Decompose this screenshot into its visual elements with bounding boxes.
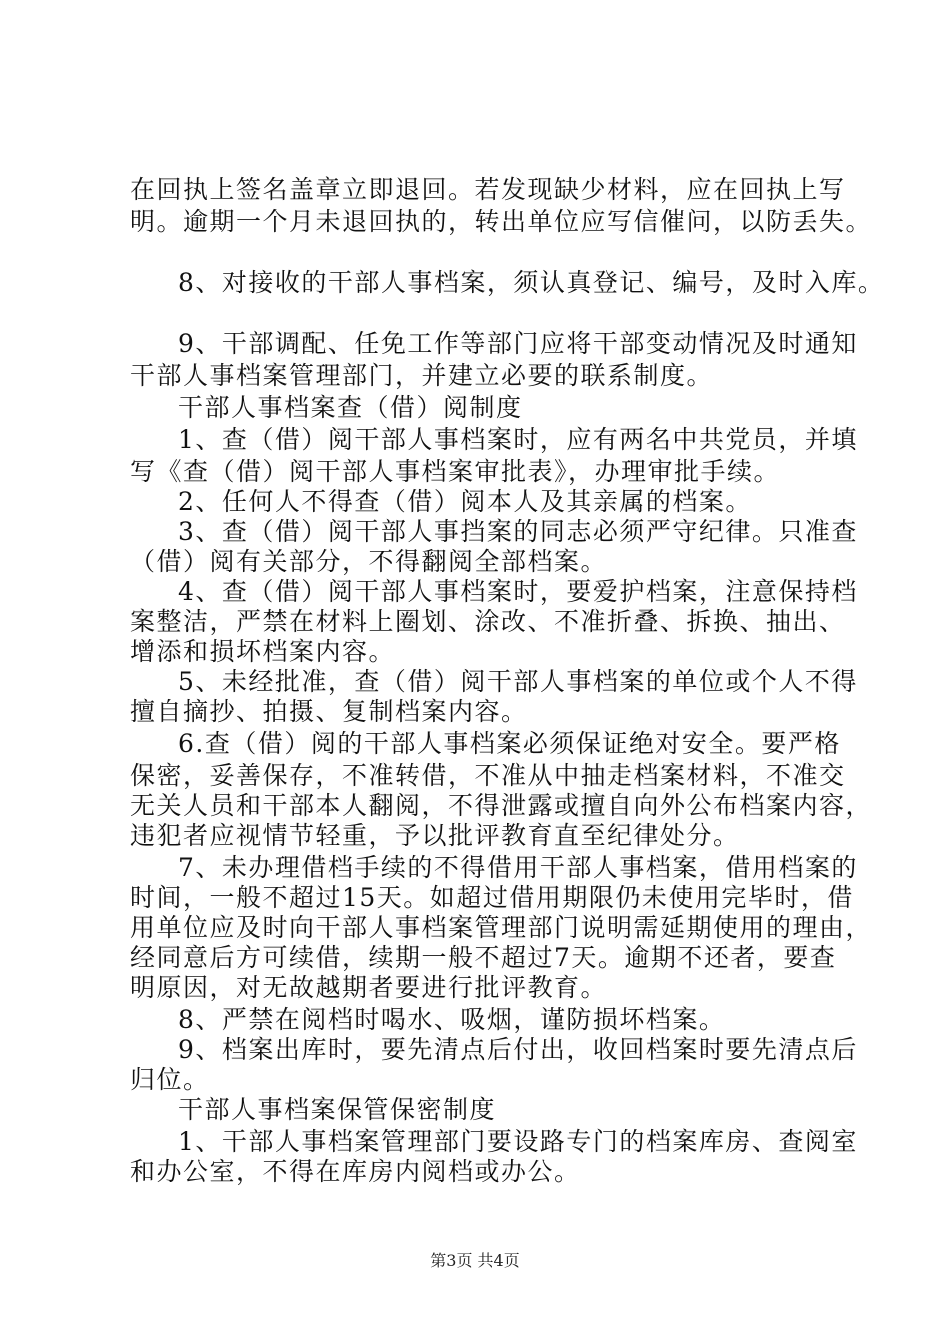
- text-line: 增添和损坏档案内容。: [130, 637, 396, 666]
- text-line: 经同意后方可续借，续期一般不超过7天。逾期不还者，要查: [130, 943, 837, 972]
- text-line: 1、干部人事档案管理部门要设路专门的档案库房、查阅室: [178, 1127, 858, 1156]
- text-line: 明。逾期一个月未退回执的，转出单位应写信催问，以防丢失。: [130, 207, 873, 236]
- text-line: 用单位应及时向干部人事档案管理部门说明需延期使用的理由，: [130, 913, 873, 942]
- section-heading: 干部人事档案查（借）阅制度: [178, 393, 523, 422]
- text-line: 违犯者应视情节轻重，予以批评教育直至纪律处分。: [130, 821, 740, 850]
- text-line: 干部人事档案管理部门，并建立必要的联系制度。: [130, 361, 714, 390]
- text-line: 2、任何人不得查（借）阅本人及其亲属的档案。: [178, 487, 752, 516]
- text-line: 明原因，对无故越期者要进行批评教育。: [130, 973, 608, 1002]
- text-line: 5、未经批准，查（借）阅干部人事档案的单位或个人不得: [178, 667, 858, 696]
- section-heading: 干部人事档案保管保密制度: [178, 1095, 497, 1124]
- text-line: 写《查（借）阅干部人事档案审批表》，办理审批手续。: [130, 457, 781, 486]
- text-line: 和办公室，不得在库房内阅档或办公。: [130, 1157, 581, 1186]
- text-line: 9、干部调配、任免工作等部门应将干部变动情况及时通知: [178, 329, 858, 358]
- text-line: 擅自摘抄、拍摄、复制档案内容。: [130, 697, 528, 726]
- text-line: 4、查（借）阅干部人事档案时，要爱护档案，注意保持档: [178, 577, 858, 606]
- text-line: 案整洁，严禁在材料上圈划、涂改、不准折叠、拆换、抽出、: [130, 607, 846, 636]
- text-line: （借）阅有关部分，不得翻阅全部档案。: [130, 547, 608, 576]
- text-line: 3、查（借）阅干部人事挡案的同志必须严守纪律。只准查: [178, 517, 858, 546]
- text-line: 6.查（借）阅的干部人事档案必须保证绝对安全。要严格: [178, 729, 841, 758]
- text-line: 归位。: [130, 1065, 210, 1094]
- text-line: 9、档案出库时，要先清点后付出，收回档案时要先清点后: [178, 1035, 858, 1064]
- page-footer: 第3页 共4页: [430, 1251, 520, 1270]
- text-line: 7、未办理借档手续的不得借用干部人事档案，借用档案的: [178, 853, 858, 882]
- text-line: 保密，妥善保存，不准转借，不准从中抽走档案材料，不准交: [130, 761, 846, 790]
- text-line: 在回执上签名盖章立即退回。若发现缺少材料，应在回执上写: [130, 175, 846, 204]
- text-line: 8、严禁在阅档时喝水、吸烟，谨防损坏档案。: [178, 1005, 726, 1034]
- text-line: 8、对接收的干部人事档案，须认真登记、编号，及时入库。: [178, 268, 885, 297]
- text-line: 无关人员和干部本人翻阅，不得泄露或擅自向外公布档案内容，: [130, 791, 873, 820]
- text-line: 时间，一般不超过15天。如超过借用期限仍未使用完毕时，借: [130, 883, 854, 912]
- text-line: 1、查（借）阅干部人事档案时，应有两名中共党员，并填: [178, 425, 858, 454]
